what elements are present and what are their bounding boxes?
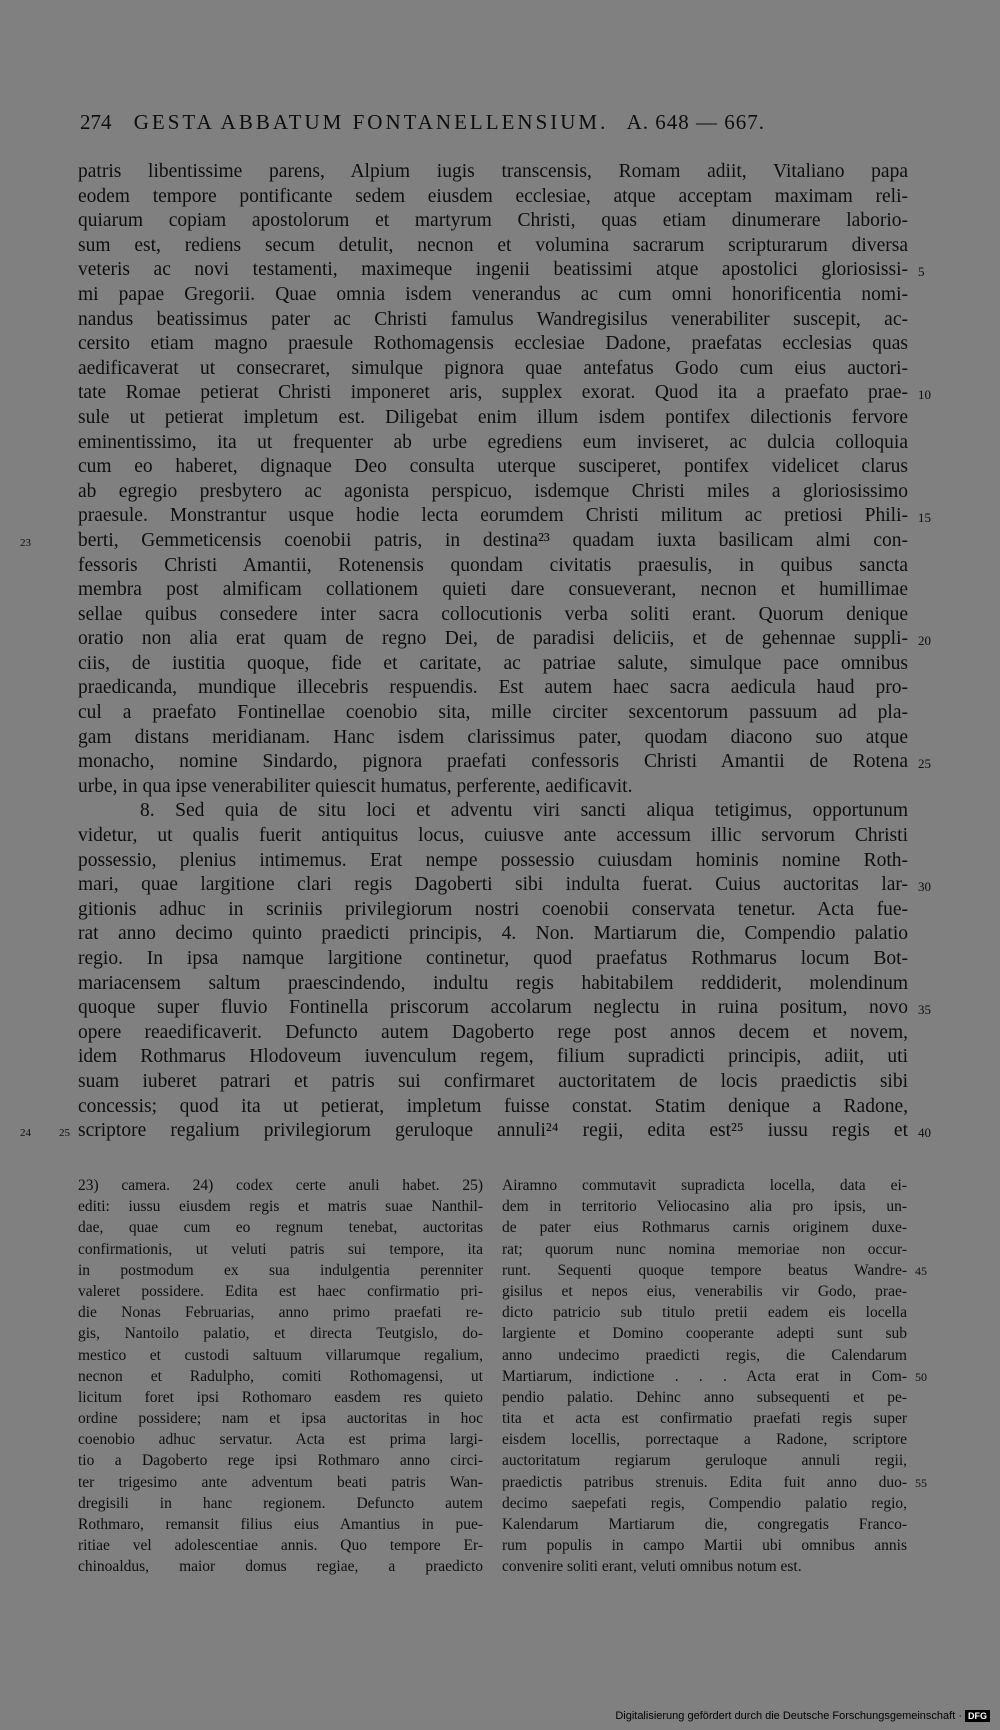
footnote-line bbox=[78, 1345, 483, 1366]
text-line bbox=[78, 258, 925, 283]
line-text: Airamno commutavit supradicta locella, data ei- bbox=[502, 1177, 907, 1194]
text-line bbox=[78, 406, 908, 431]
line-text: dregisili in hanc regionem. Defuncto autem bbox=[78, 1494, 483, 1512]
text-line bbox=[78, 578, 908, 603]
line-text: mestico et custodi saltuum villarumque regalium, bbox=[78, 1346, 483, 1364]
text-line bbox=[78, 1021, 908, 1046]
main-text bbox=[20, 160, 931, 1144]
page-number: 274 bbox=[80, 110, 112, 134]
line-text: Kalendarum Martiarum die, congregatis Franco- bbox=[502, 1516, 907, 1533]
line-text: rat; quorum nunc nomina memoriae non occur- bbox=[502, 1240, 907, 1258]
footnote-line bbox=[502, 1302, 907, 1323]
line-text: tate Romae petierat Christi imponeret aris, supplex exorat. Quod ita a praefato prae- bbox=[78, 382, 908, 404]
line-text: coenobio adhuc servatur. Acta est prima largi- bbox=[78, 1431, 483, 1449]
line-text: praedicanda, mundique illecebris respuendis. Est autem haec sacra aedicula haud pro- bbox=[78, 677, 908, 699]
line-text: quoque super fluvio Fontinella priscorum accolarum neglectu in ruina positum, novo bbox=[78, 997, 908, 1019]
line-number: 15 bbox=[918, 510, 931, 526]
footnote-line bbox=[78, 1450, 483, 1471]
footnote-line bbox=[78, 1429, 483, 1450]
line-text: gisilus et nepos eius, venerabilis vir Godo, prae- bbox=[502, 1282, 907, 1300]
text-line bbox=[20, 1119, 931, 1144]
line-text: eodem tempore pontificante sedem eiusdem ecclesiae, atque acceptam maximam reli- bbox=[78, 185, 908, 207]
line-text: ab egregio presbytero ac agonista perspicuo, isdemque Christi miles a gloriosissimo bbox=[78, 480, 908, 502]
text-line bbox=[78, 480, 908, 505]
line-text: suam iuberet patrari et patris sui confirmaret auctoritatem de locis praedictis sibi bbox=[78, 1070, 908, 1092]
text-line bbox=[78, 234, 908, 259]
line-text: cul a praefato Fontinellae coenobio sita, mille circiter sexcentorum passuum ad pla- bbox=[78, 702, 908, 724]
text-line bbox=[78, 160, 908, 185]
line-text: ter trigesimo ante adventum beati patris Wan- bbox=[78, 1473, 483, 1491]
footnote-line bbox=[78, 1535, 483, 1556]
line-number: 35 bbox=[918, 1002, 931, 1018]
text-line bbox=[78, 799, 908, 824]
line-text: cersito etiam magno praesule Rothomagensis ecclesiae Dadone, praefatas ecclesias quas bbox=[78, 333, 908, 355]
line-text: tita et acta est confirmatio praefati regis super bbox=[502, 1410, 907, 1428]
line-text: licitum foret ipsi Rothomaro easdem res quieto bbox=[78, 1388, 483, 1406]
line-text: videtur, ut qualis fuerit antiquitus locus, cuiusve ante accessum illic servorum Christi bbox=[78, 825, 908, 847]
footnote-line bbox=[502, 1366, 927, 1387]
line-text: monacho, nomine Sindardo, pignora praefati confessoris Christi Amantii de Rotena bbox=[78, 751, 908, 773]
text-line bbox=[78, 898, 908, 923]
line-number: 10 bbox=[918, 387, 931, 403]
footnote-line bbox=[78, 1175, 483, 1196]
text-line bbox=[78, 504, 931, 529]
footnote-line bbox=[502, 1472, 927, 1493]
text-line bbox=[78, 455, 908, 480]
text-line bbox=[78, 652, 908, 677]
line-text: rum populis in campo Martii ubi omnibus annis bbox=[502, 1537, 907, 1555]
line-text: largiente et Domino cooperante adepti sunt sub bbox=[502, 1325, 907, 1343]
text-line bbox=[78, 603, 908, 628]
running-years: A. 648 — 667. bbox=[626, 110, 765, 134]
text-line bbox=[78, 1070, 908, 1095]
line-text: fessoris Christi Amantii, Rotenensis quondam civitatis praesulis, in quibus sancta bbox=[78, 554, 908, 576]
line-text: die Nonas Februarias, anno primo praefati re- bbox=[78, 1304, 483, 1322]
line-text: mariacensem saltum praescindendo, indultu regis habitabilem reddiderit, molendinum bbox=[78, 972, 908, 994]
line-text: valeret possidere. Edita est haec confirmatio pri- bbox=[78, 1282, 483, 1300]
running-header bbox=[80, 110, 860, 135]
line-text: convenire soliti erant, veluti omnibus notum est. bbox=[502, 1558, 802, 1576]
line-number: 45 bbox=[915, 1263, 927, 1278]
line-text: oratio non alia erat quam de regno Dei, de paradisi deliciis, et de gehennae suppli- bbox=[78, 628, 908, 650]
footnote-line bbox=[78, 1556, 483, 1577]
text-line bbox=[78, 947, 908, 972]
line-text: eminentissimo, ita ut frequenter ab urbe egrediens eum inviseret, ac dulcia colloquia bbox=[78, 431, 908, 453]
line-text: patris libentissime parens, Alpium iugis transcensis, Romam adiit, Vitaliano papa bbox=[78, 161, 908, 182]
line-text: urbe, in qua ipse venerabiliter quiescit humatus, perferente, aedificavit. bbox=[78, 775, 633, 797]
footnote-line bbox=[78, 1217, 483, 1238]
line-text: Martiarum, indictione . . . Acta erat in Com- bbox=[502, 1367, 907, 1385]
footnote-line bbox=[502, 1239, 907, 1260]
footnote-line bbox=[502, 1514, 907, 1535]
line-text: necnon et Radulpho, comiti Rothomagensi, ut bbox=[78, 1367, 483, 1385]
line-text: pendio palatio. Dehinc anno subsequenti et pe- bbox=[502, 1388, 907, 1406]
text-line bbox=[78, 283, 908, 308]
line-number: 30 bbox=[918, 879, 931, 895]
line-text: gam distans meridianam. Hanc isdem clarissimus pater, quodam diacono suo atque bbox=[78, 726, 908, 748]
line-number: 55 bbox=[915, 1475, 927, 1490]
line-text: praedictis patribus strenuis. Edita fuit anno duo- bbox=[502, 1473, 907, 1491]
text-line bbox=[78, 1095, 908, 1120]
text-line bbox=[78, 996, 931, 1021]
line-number: 20 bbox=[918, 633, 931, 649]
text-line bbox=[78, 431, 908, 456]
line-text: concessis; quod ita ut petierat, impletum fuisse constat. Statim denique a Radone, bbox=[78, 1095, 908, 1117]
text-line bbox=[20, 529, 908, 554]
text-line bbox=[78, 849, 908, 874]
text-line bbox=[78, 381, 931, 406]
line-text: praesule. Monstrantur usque hodie lecta eorumdem Christi militum ac pretiosi Phili- bbox=[78, 505, 908, 527]
line-text: ordine possidere; nam et ipsa auctoritas in hoc bbox=[78, 1410, 483, 1428]
footnote-line bbox=[502, 1175, 907, 1196]
dfg-logo: DFG bbox=[965, 1710, 990, 1722]
line-text: in postmodum ex sua indulgentia perenniter bbox=[78, 1261, 483, 1279]
footnote-line bbox=[78, 1366, 483, 1387]
line-text: auctoritatum regiarum geruloque annuli regii, bbox=[502, 1452, 907, 1470]
line-text: cum eo haberet, dignaque Deo consulta uterque susciperet, pontifex videlicet clarus bbox=[78, 456, 908, 478]
footnote-line bbox=[78, 1239, 483, 1260]
line-text: mari, quae largitione clari regis Dagoberti sibi indulta fuerat. Cuius auctoritas lar- bbox=[78, 874, 908, 896]
footnote-line bbox=[502, 1323, 907, 1344]
line-text: editi: iussu eiusdem regis et matris suae Nanthil- bbox=[78, 1198, 483, 1216]
text-line bbox=[78, 701, 908, 726]
line-text: tio a Dagoberto rege ipsi Rothmaro anno circi- bbox=[78, 1452, 483, 1470]
footnote-line bbox=[78, 1514, 483, 1535]
line-text: nandus beatissimus pater ac Christi famulus Wandregisilus venerabiliter suscepit, ac- bbox=[78, 308, 908, 330]
text-line bbox=[78, 873, 931, 898]
footnote-marker: 24 25 bbox=[20, 1127, 70, 1140]
footnote-line bbox=[78, 1323, 483, 1344]
line-text: gitionis adhuc in scriniis privilegiorum nostri coenobii conservata tenetur. Acta fue- bbox=[78, 898, 908, 920]
line-text: eisdem locellis, porrectaque a Radone, scriptore bbox=[502, 1431, 907, 1449]
footnote-line bbox=[78, 1408, 483, 1429]
line-text: rat anno decimo quinto praedicti principis, 4. Non. Martiarum die, Compendio palatio bbox=[78, 923, 908, 945]
footnote-line bbox=[502, 1217, 907, 1238]
text-line bbox=[78, 332, 908, 357]
running-title: GESTA ABBATUM FONTANELLENSIUM. bbox=[133, 110, 609, 134]
line-text: veteris ac novi testamenti, maximeque ingenii beatissimi atque apostolici gloriosissi- bbox=[78, 259, 908, 281]
line-text: idem Rothmarus Hlodoveum iuvenculum regem, filium supradicti principis, adiit, uti bbox=[78, 1046, 908, 1068]
text-line bbox=[78, 308, 908, 333]
line-text: regio. In ipsa namque largitione continetur, quod praefatus Rothmarus locum Bot- bbox=[78, 948, 908, 969]
line-text: de pater eius Rothmarus carnis originem duxe- bbox=[502, 1219, 907, 1237]
line-number: 50 bbox=[915, 1369, 927, 1384]
footnote-line bbox=[502, 1387, 907, 1408]
footnote-line bbox=[502, 1556, 907, 1577]
line-text: 23) camera. 24) codex certe anuli habet. 25) bbox=[78, 1177, 483, 1194]
line-text: ritiae vel adolescentiae annis. Quo tempore Er- bbox=[78, 1537, 483, 1555]
line-text: sule ut petierat impletum est. Diligebat enim illum isdem pontifex dilectionis fervore bbox=[78, 406, 908, 428]
footnote-line bbox=[78, 1472, 483, 1493]
line-text: chinoaldus, maior domus regiae, a praedicto bbox=[78, 1558, 483, 1576]
footnote-line bbox=[78, 1387, 483, 1408]
line-text: scriptore regalium privilegiorum geruloque annuli²⁴ regii, edita est²⁵ iussu regis et bbox=[78, 1120, 908, 1142]
line-text: Rothmaro, remansit filius eius Amantius in pue- bbox=[78, 1516, 483, 1533]
line-text: anno undecimo praedicti regis, die Calendarum bbox=[502, 1346, 907, 1364]
footnotes-left-column bbox=[78, 1175, 483, 1578]
footnote-line bbox=[78, 1302, 483, 1323]
text-line bbox=[78, 972, 908, 997]
line-text: sum est, rediens secum detulit, necnon et volumina sacrarum scripturarum diversa bbox=[78, 234, 908, 256]
footnote-line bbox=[502, 1535, 907, 1556]
footnote-line bbox=[502, 1345, 907, 1366]
line-text: gis, Nantoilo palatio, et directa Teutgislo, do- bbox=[78, 1325, 483, 1343]
line-text: mi papae Gregorii. Quae omnia isdem venerandus ac cum omni honorificentia nomi- bbox=[78, 283, 908, 305]
line-text: runt. Sequenti quoque tempore beatus Wandre- bbox=[502, 1261, 907, 1279]
text-line bbox=[78, 726, 908, 751]
line-text: dem in territorio Veliocasino alia pro ipsis, un- bbox=[502, 1198, 907, 1216]
footnote-line bbox=[502, 1493, 907, 1514]
line-number: 25 bbox=[918, 756, 931, 772]
footnote-line bbox=[78, 1493, 483, 1514]
digitization-footer bbox=[600, 1710, 990, 1722]
text-line bbox=[78, 627, 931, 652]
footnote-marker: 23 bbox=[20, 536, 31, 549]
footnote-line bbox=[78, 1260, 483, 1281]
footnote-line bbox=[502, 1281, 907, 1302]
text-line bbox=[78, 775, 908, 800]
line-text: quiarum copiam apostolorum et martyrum Christi, quas etiam dinumerare laborio- bbox=[78, 210, 908, 232]
line-text: sellae quibus consedere inter sacra collocutionis verba soliti erant. Quorum denique bbox=[78, 603, 908, 625]
line-text: dicto patricio sub titulo pretii eadem eis locella bbox=[502, 1304, 907, 1322]
footnote-line bbox=[502, 1260, 927, 1281]
footnotes-right-column bbox=[502, 1175, 927, 1578]
text-line bbox=[78, 554, 908, 579]
line-number: 5 bbox=[918, 264, 925, 280]
line-text: decimo saepefati regis, Compendio palatio regio, bbox=[502, 1494, 907, 1512]
footnote-line bbox=[78, 1281, 483, 1302]
text-line bbox=[78, 209, 908, 234]
text-line bbox=[78, 824, 908, 849]
footnote-line bbox=[502, 1196, 907, 1217]
line-text: aedificaverat ut consecraret, simulque pignora quae antefatus Godo cum eius auctori- bbox=[78, 357, 908, 379]
footnote-line bbox=[502, 1408, 907, 1429]
footnote-line bbox=[502, 1450, 907, 1471]
line-text: dae, quae cum eo regnum tenebat, auctoritas bbox=[78, 1219, 483, 1237]
text-line bbox=[78, 185, 908, 210]
line-text: berti, Gemmeticensis coenobii patris, in destina²³ quadam iuxta basilicam almi con- bbox=[78, 529, 908, 551]
line-text: 8. Sed quia de situ loci et adventu viri sancti aliqua tetigimus, opportunum bbox=[140, 800, 908, 822]
line-text: possessio, plenius intimemus. Erat nempe possessio cuiusdam hominis nomine Roth- bbox=[78, 849, 908, 871]
line-text: ciis, de iustitia quoque, fide et caritate, ac patriae salute, simulque pace omnibus bbox=[78, 652, 908, 674]
footnote-line bbox=[502, 1429, 907, 1450]
footer-text: Digitalisierung gefördert durch die Deutsche Forschungsgemeinschaft · bbox=[615, 1710, 962, 1722]
text-line bbox=[78, 676, 908, 701]
line-text: opere reaedificaverit. Defuncto autem Dagoberto rege post annos decem et novem, bbox=[78, 1021, 908, 1043]
text-line bbox=[78, 750, 931, 775]
line-text: membra post almificam collationem quieti dare consueverant, necnon et humillimae bbox=[78, 579, 908, 601]
footnote-line bbox=[78, 1196, 483, 1217]
line-text: confirmationis, ut veluti patris sui tempore, ita bbox=[78, 1240, 483, 1258]
text-line bbox=[78, 1045, 908, 1070]
line-number: 40 bbox=[918, 1125, 931, 1141]
text-line bbox=[78, 922, 908, 947]
text-line bbox=[78, 357, 908, 382]
